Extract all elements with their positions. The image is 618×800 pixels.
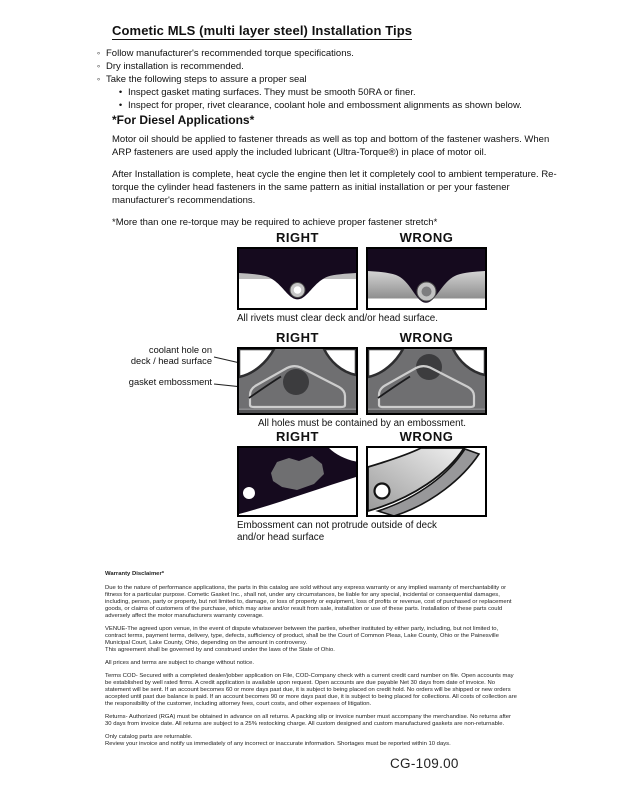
warranty-paragraph: Returns- Authorized (RGA) must be obtained in advance on all returns. A packing slip or invoice number must accompany the merchandise. No returns after 30 days from invoice date. All returns are subject to a 25% restocking charge. All custom designed and custom manufactured gaskets are non-returnable. [105, 714, 512, 727]
rivet-right-diagram [237, 247, 358, 310]
wrong-label: WRONG [399, 230, 454, 245]
installation-tips-section [95, 22, 565, 112]
warranty-section [105, 571, 517, 754]
circle-bullet-icon: ◦ [96, 74, 101, 85]
warranty-paragraph: Terms COD- Secured with a completed dealer/jobber application on File, COD-Company check with a current credit card number on file. Open accounts may be established by well rated firms. A credit application is available upon request. Open accounts are due payable Net 30 days from date of invoice. No statement will be sent. If an account becomes 60 or more days past due, it is subject to being placed on credit hold. No orders will be shipped or new orders accepted until past due balance is paid. If an account becomes 90 or more days past due, it is subject to being placed for collections. All costs of collection are the responsibility of the customer, including attorney fees, court costs, and other expenses of litigation. [105, 673, 517, 707]
diesel-paragraph: *More than one re-torque may be required to achieve proper fastener stretch* [112, 217, 438, 228]
diagram-row-rivets [237, 230, 487, 325]
circle-bullet-icon: ◦ [96, 48, 101, 59]
wrong-label: WRONG [399, 429, 454, 444]
warranty-paragraph: This agreement shall be governed by and construed under the laws of the State of Ohio. [105, 647, 335, 653]
holes-caption: All holes must be contained by an embossment. [257, 418, 467, 429]
diagram-boxes [237, 347, 487, 415]
page-title: Cometic MLS (multi layer steel) Installation Tips [112, 23, 413, 38]
diagram-row-holes [110, 330, 490, 429]
embossment-wrong-diagram [366, 446, 487, 517]
wrong-label: WRONG [399, 330, 454, 345]
rivets-caption: All rivets must clear deck and/or head surface. [237, 313, 438, 324]
tip-item [95, 73, 565, 86]
tip-sub-item [117, 86, 565, 99]
diagram-boxes [237, 446, 487, 517]
warranty-paragraph: Review your invoice and notify us immediately of any incorrect or inaccurate information. Shortages must be reported within 10 days. [105, 741, 451, 747]
dot-bullet-icon: • [118, 100, 123, 111]
warranty-paragraph: Due to the nature of performance applications, the parts in this catalog are sold without any express warranty or any implied warranty of merchantability or fitness for a particular purpose. Cometic Gasket Inc., shall not, under any circumstances, be liable for any special, incidental or consequential damages, including, person, party or property, but not limited to, damage, or loss of property or equipment, loss of profits or revenue, cost of purchased or replacement goods, or claims of customers of the purchase, which may arise and/or result from sale, installation or use of these parts. Installation of these parts could adversely affect the motor manufacturers warranty coverage. [105, 585, 512, 619]
dot-bullet-icon: • [118, 87, 123, 98]
embossment-caption: Embossment can not protrude outside of deck and/or head surface [237, 520, 437, 543]
annotation-text: deck / head surface [130, 356, 212, 366]
tips-list [95, 47, 565, 112]
warranty-heading: Warranty Disclaimer* [105, 571, 165, 577]
diagram-row-embossment [237, 429, 487, 543]
tip-text: Inspect gasket mating surfaces. They must be smooth 50RA or finer. [128, 87, 416, 98]
circle-bullet-icon: ◦ [96, 61, 101, 72]
annotation-coolant-hole [110, 345, 212, 367]
tip-sub-item [117, 99, 565, 112]
diesel-paragraph: After Installation is complete, heat cycle the engine then let it completely cool to ambient temperature. Re-torque the cylinder head fasteners in the same pattern as initial installation or per your fastener manufacturer's recommendations. [112, 169, 557, 206]
coolant-hole-right-diagram [237, 347, 358, 415]
tip-text: Follow manufacturer's recommended torque specifications. [106, 48, 354, 59]
diesel-applications-section [112, 114, 564, 238]
diagram-labels [237, 429, 487, 444]
annotation-text: coolant hole on [148, 345, 212, 355]
right-label: RIGHT [276, 230, 319, 245]
right-label: RIGHT [276, 330, 319, 345]
diesel-heading: *For Diesel Applications* [112, 113, 255, 127]
right-label: RIGHT [276, 429, 319, 444]
diagram-labels [237, 230, 487, 245]
warranty-paragraph: All prices and terms are subject to change without notice. [105, 660, 254, 666]
tip-item [95, 47, 565, 60]
rivet-wrong-diagram [366, 247, 487, 310]
warranty-paragraph: Only catalog parts are returnable. [105, 734, 193, 740]
tip-text: Take the following steps to assure a proper seal [106, 74, 307, 85]
tip-text: Dry installation is recommended. [106, 61, 244, 72]
diesel-paragraph: Motor oil should be applied to fastener threads as well as top and bottom of the fastener washers. When ARP fasteners are used apply the included lubricant (Ultra-Torque®) in place of motor oil. [112, 134, 550, 158]
page-number: CG-109.00 [390, 756, 459, 771]
annotation-gasket-embossment: gasket embossment [128, 377, 212, 387]
tip-text: Inspect for proper, rivet clearance, coolant hole and embossment alignments as shown below. [128, 100, 522, 111]
coolant-hole-wrong-diagram [366, 347, 487, 415]
diagram-labels [237, 330, 487, 345]
diagram-boxes [237, 247, 487, 310]
embossment-right-diagram [237, 446, 358, 517]
tip-item [95, 60, 565, 73]
warranty-paragraph: VENUE-The agreed upon venue, in the event of dispute whatsoever between the parties, whether instituted by either party, including, but not limited to, contract terms, payment terms, delivery, type, defects, sufficiency of product, shall be the Court of Common Pleas, Lake County, Ohio or the Painesville Municipal Court, Lake County, Ohio, depending on the amount in controversy. [105, 626, 499, 646]
